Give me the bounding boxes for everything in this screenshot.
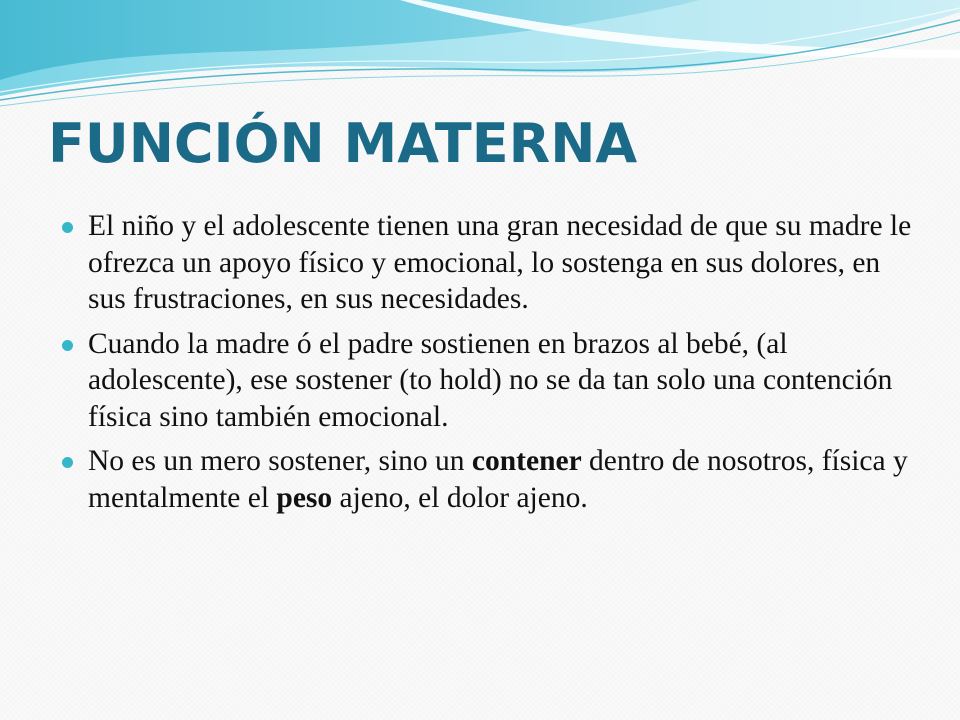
bullet-text xyxy=(88,445,908,514)
text-segment: ajeno, el dolor ajeno. xyxy=(332,481,588,514)
text-segment: No es un mero sostener, sino un xyxy=(88,445,472,477)
text-segment: dentro de nosotros, física y mentalmente el xyxy=(88,445,908,514)
text-segment: Cuando la madre ó el padre sostienen en brazos al bebé, (al adolescente), ese sostener (to hold) no se da tan solo una contención física sino también emocional. xyxy=(88,327,893,433)
bullet-icon xyxy=(62,457,73,468)
bullet-item xyxy=(62,326,912,436)
header-wave-decoration xyxy=(0,0,960,120)
bullet-icon xyxy=(62,340,73,351)
bullet-item xyxy=(62,208,912,318)
bold-text-segment: peso xyxy=(276,481,333,514)
slide-title: FUNCIÓN MATERNA xyxy=(48,112,638,175)
bullet-icon xyxy=(62,222,73,233)
bold-text-segment: contener xyxy=(471,445,582,477)
bullet-list xyxy=(62,208,912,524)
bullet-item xyxy=(62,443,912,516)
text-segment: El niño y el adolescente tienen una gran necesidad de que su madre le ofrezca un apoyo físico y emocional, lo sostenga en sus dolores, en sus frustraciones, en sus necesidades. xyxy=(88,210,912,315)
bullet-text xyxy=(88,328,892,433)
bullet-text xyxy=(88,210,911,315)
